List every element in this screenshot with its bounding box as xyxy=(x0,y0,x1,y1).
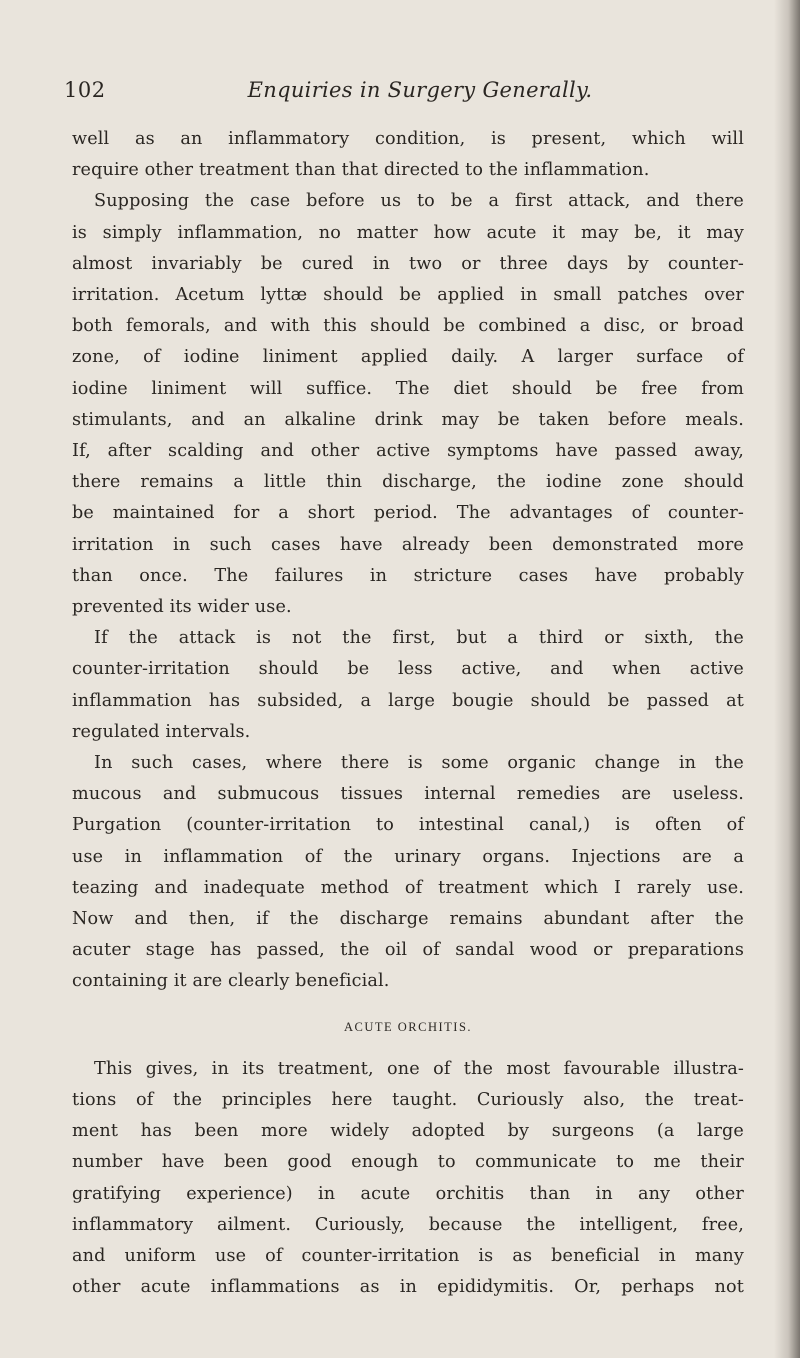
text-line: inflammatory ailment. Curiously, because the intelligent, free, xyxy=(72,1214,744,1235)
text-line: well as an inflammatory condition, is present, which will xyxy=(72,129,744,149)
text-line: and uniform use of counter-irritation is as beneficial in many xyxy=(72,1245,744,1266)
text-line: Now and then, if the discharge remains abundant after the xyxy=(72,909,744,930)
running-title: Enquiries in Surgery Generally. xyxy=(247,78,593,102)
text-line: This gives, in its treatment, one of the most favourable illustra- xyxy=(94,1058,744,1079)
text-line: there remains a little thin discharge, the iodine zone should xyxy=(72,472,744,493)
text-line: regulated intervals. xyxy=(72,721,251,742)
text-line: Purgation (counter-irritation to intestinal canal,) is often of xyxy=(72,815,744,836)
text-line: counter-irritation should be less active, and when active xyxy=(72,659,744,680)
text-line: be maintained for a short period. The advantages of counter- xyxy=(72,503,744,524)
text-line: both femorals, and with this should be combined a disc, or broad xyxy=(72,316,744,337)
text-line: ment has been more widely adopted by surgeons (a large xyxy=(72,1121,744,1142)
text-line: use in inflammation of the urinary organs. Injections are a xyxy=(72,846,744,867)
paragraph xyxy=(72,748,744,998)
text-line: require other treatment than that directed to the inflammation. xyxy=(72,160,650,181)
page-header xyxy=(0,78,800,114)
text-line: than once. The failures in stricture cases have probably xyxy=(72,565,744,586)
text-line: number have been good enough to communicate to me their xyxy=(72,1152,744,1173)
text-line: other acute inflammations as in epididymitis. Or, perhaps not xyxy=(72,1277,744,1298)
text-line: zone, of iodine liniment applied daily. A larger surface of xyxy=(72,347,744,368)
text-line: In such cases, where there is some organic change in the xyxy=(94,753,744,774)
text-line: If, after scalding and other active symptoms have passed away, xyxy=(72,441,744,462)
section-body xyxy=(72,1054,744,1304)
page-edge-shadow xyxy=(774,0,800,1358)
text-line: irritation. Acetum lyttæ should be applied in small patches over xyxy=(72,285,744,306)
page-number: 102 xyxy=(64,78,106,102)
page-body xyxy=(72,124,744,1303)
text-line: irritation in such cases have already been demonstrated more xyxy=(72,534,744,555)
text-line: inflammation has subsided, a large bougie should be passed at xyxy=(72,690,744,711)
text-line: tions of the principles here taught. Curiously also, the treat- xyxy=(72,1089,744,1110)
text-line: gratifying experience) in acute orchitis than in any other xyxy=(72,1183,744,1204)
text-line: is simply inflammation, no matter how acute it may be, it may xyxy=(72,222,744,243)
text-line: prevented its wider use. xyxy=(72,597,292,618)
text-line: Supposing the case before us to be a first attack, and there xyxy=(94,191,744,212)
text-line: almost invariably be cured in two or three days by counter- xyxy=(72,253,744,274)
text-line: mucous and submucous tissues internal remedies are useless. xyxy=(72,784,744,805)
section-heading: ACUTE ORCHITIS. xyxy=(343,1019,473,1034)
paragraph xyxy=(72,623,744,748)
text-line: containing it are clearly beneficial. xyxy=(72,971,390,992)
text-line: If the attack is not the first, but a third or sixth, the xyxy=(94,628,744,649)
paragraphs xyxy=(72,124,744,998)
paragraph xyxy=(72,1054,744,1304)
text-line: stimulants, and an alkaline drink may be taken before meals. xyxy=(72,409,744,430)
text-line: acuter stage has passed, the oil of sandal wood or preparations xyxy=(72,940,744,961)
paragraph xyxy=(72,186,744,623)
paragraph xyxy=(72,124,744,186)
text-line: teazing and inadequate method of treatment which I rarely use. xyxy=(72,877,744,898)
text-line: iodine liniment will suffice. The diet should be free from xyxy=(72,378,744,399)
